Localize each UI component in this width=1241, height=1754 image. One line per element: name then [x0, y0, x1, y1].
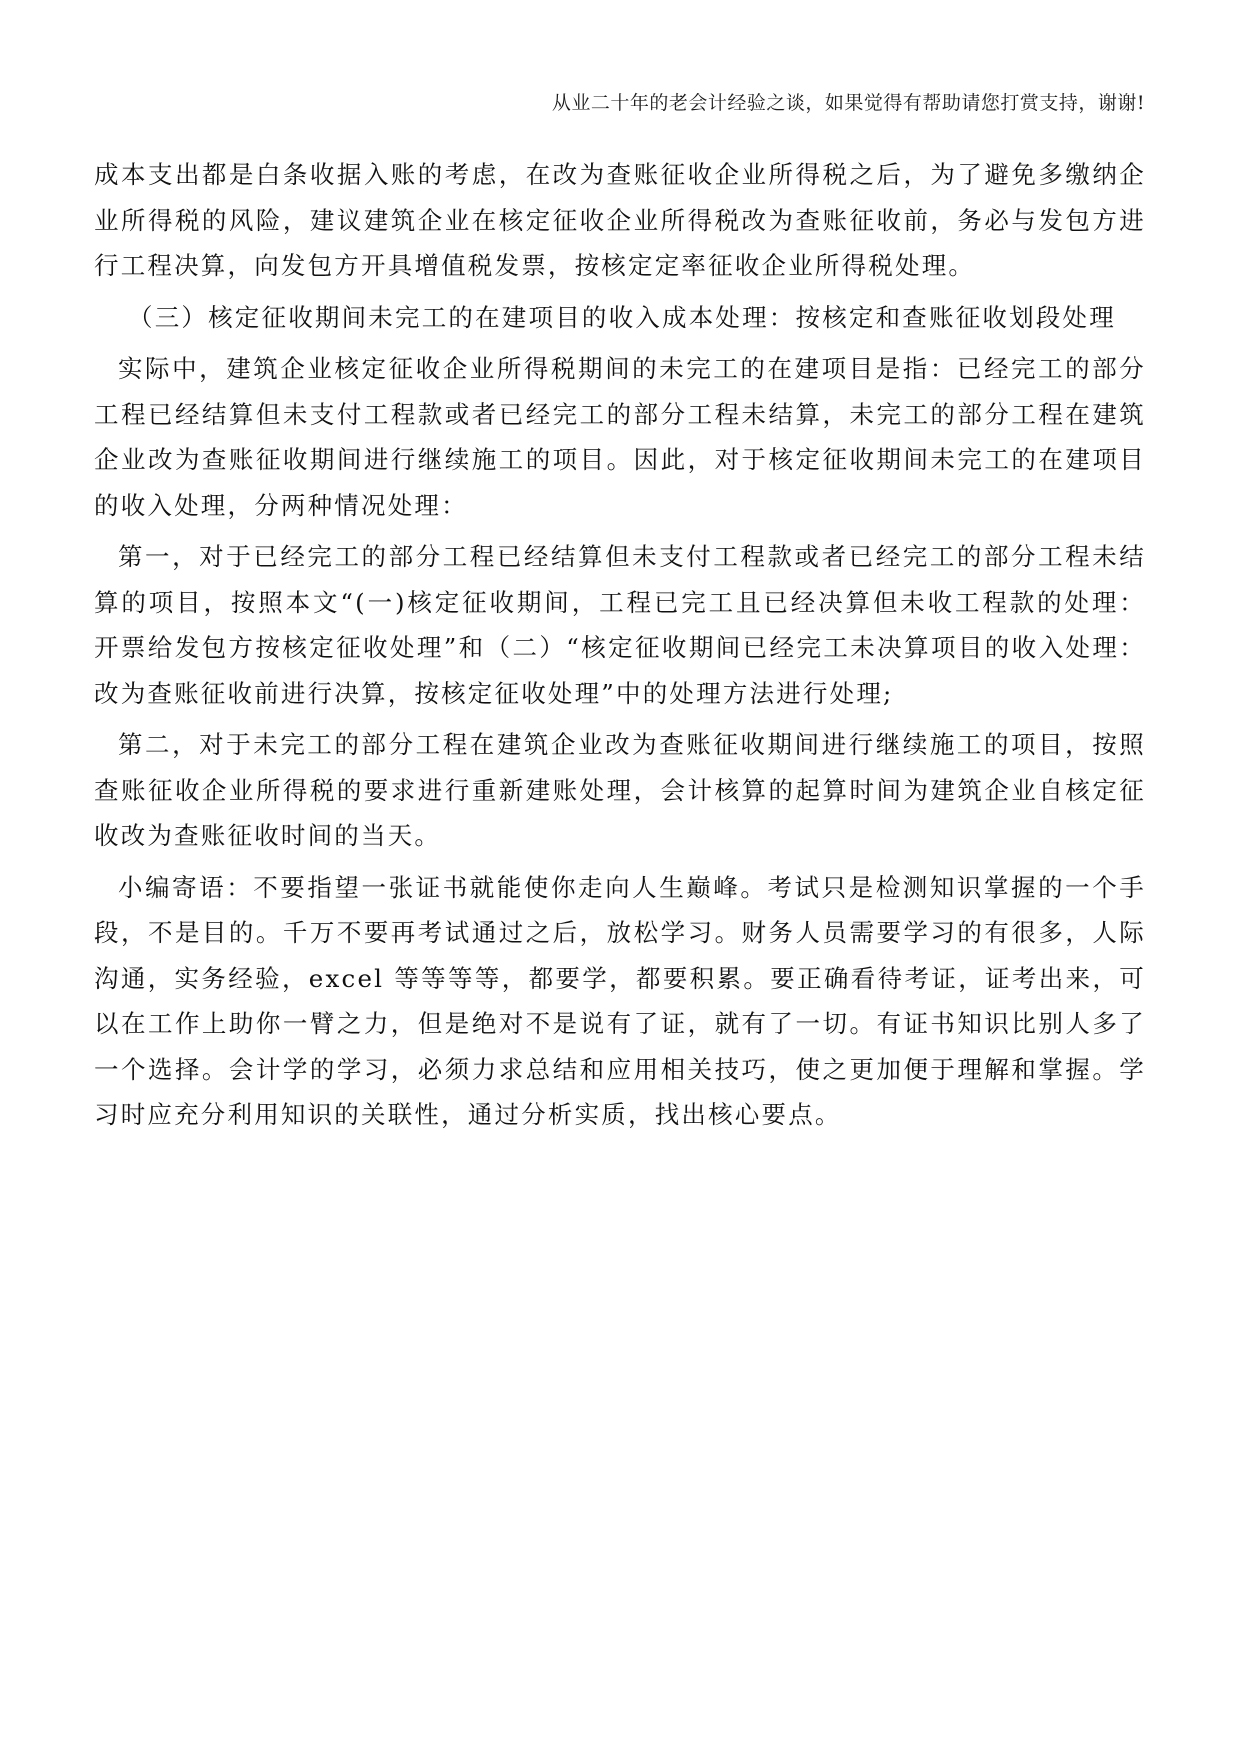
header-note: 从业二十年的老会计经验之谈，如果觉得有帮助请您打赏支持，谢谢!: [551, 92, 1145, 114]
section-heading-3: （三）核定征收期间未完工的在建项目的收入成本处理：按核定和查账征收划段处理: [128, 302, 1116, 332]
paragraph-editor-note: 小编寄语：不要指望一张证书就能使你走向人生巅峰。考试只是检测知识掌握的一个手段，不是目的。千万不要再考试通过之后，放松学习。财务人员需要学习的有很多，人际沟通，实务经验，excel 等等等等，都要学，都要积累。要正确看待考证，证考出来，可以在工作上助你一臂之力，但是绝对不是说有了证，就有了一切。有证书知识比别人多了一个选择。会计学的学习，必须力求总结和应用相关技巧，使之更加便于理解和掌握。学习时应充分利用知识的关联性，通过分析实质，找出核心要点。: [94, 872, 1146, 1129]
paragraph-second: 第二，对于未完工的部分工程在建筑企业改为查账征收期间进行继续施工的项目，按照查账征收企业所得税的要求进行重新建账处理，会计核算的起算时间为建筑企业自核定征收改为查账征收时间的当天。: [94, 730, 1146, 850]
paragraph-practice: 实际中，建筑企业核定征收企业所得税期间的未完工的在建项目是指：已经完工的部分工程已经结算但未支付工程款或者已经完工的部分工程未结算，未完工的部分工程在建筑企业改为查账征收期间进行继续施工的项目。因此，对于核定征收期间未完工的在建项目的收入处理，分两种情况处理：: [94, 354, 1146, 520]
document-body: [94, 152, 1146, 1144]
paragraph-first: 第一，对于已经完工的部分工程已经结算但未支付工程款或者已经完工的部分工程未结算的项目，按照本文“(一)核定征收期间，工程已完工且已经决算但未收工程款的处理：开票给发包方按核定征收处理”和（二）“核定征收期间已经完工未决算项目的收入处理：改为查账征收前进行决算，按核定征收处理”中的处理方法进行处理;: [94, 542, 1146, 708]
paragraph-continuation: 成本支出都是白条收据入账的考虑，在改为查账征收企业所得税之后，为了避免多缴纳企业所得税的风险，建议建筑企业在核定征收企业所得税改为查账征收前，务必与发包方进行工程决算，向发包方开具增值税发票，按核定定率征收企业所得税处理。: [94, 160, 1146, 280]
